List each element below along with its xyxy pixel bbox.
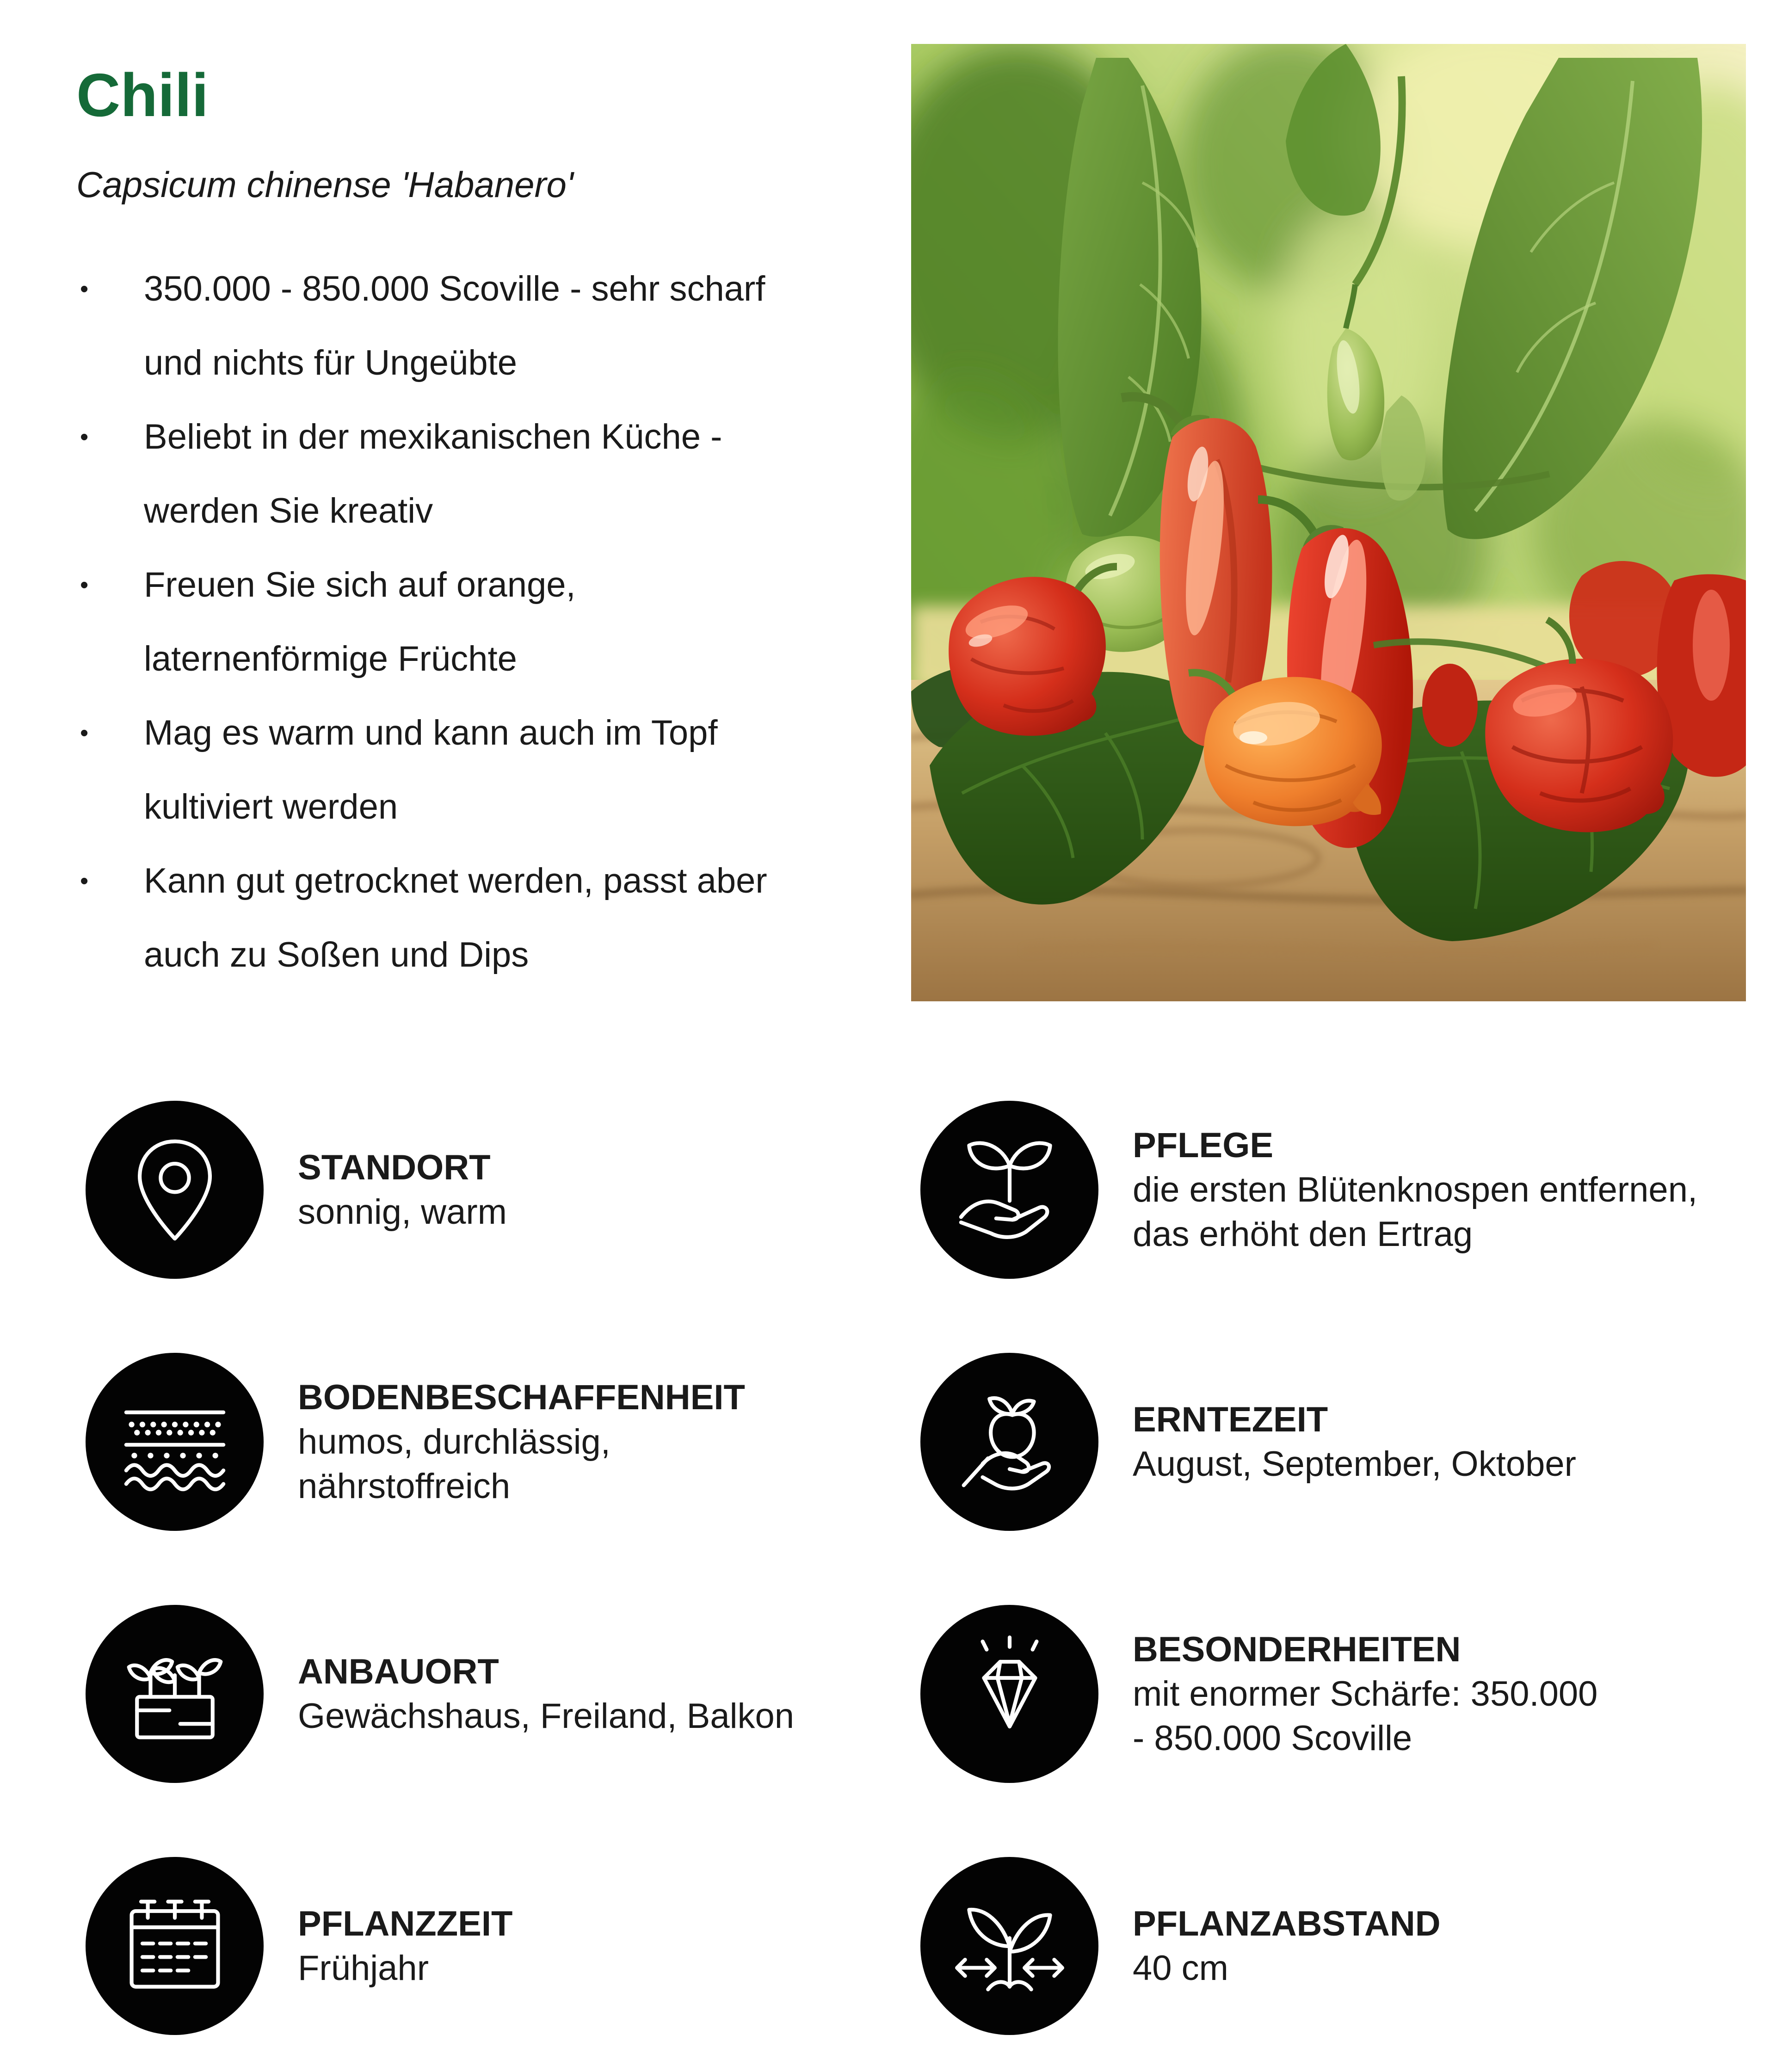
info-title: PFLANZABSTAND — [1133, 1904, 1441, 1943]
location-pin-icon — [107, 1122, 242, 1258]
bullet-item: • 350.000 - 850.000 Scoville - sehr scharf und nichts für Ungeübte — [76, 252, 890, 400]
info-title: PFLANZZEIT — [298, 1904, 513, 1943]
bullet-dot-icon: • — [80, 572, 89, 598]
info-value: 40 cm — [1133, 1948, 1228, 1988]
fruit-in-hand-icon — [942, 1375, 1077, 1510]
icon-circle — [920, 1857, 1098, 2035]
info-value: das erhöht den Ertrag — [1133, 1214, 1473, 1254]
bullet-dot-icon: • — [80, 424, 89, 450]
icon-circle — [86, 1857, 264, 2035]
icon-circle — [86, 1605, 264, 1783]
diamond-icon — [942, 1627, 1077, 1762]
feature-bullet-list — [76, 252, 890, 992]
info-title: STANDORT — [298, 1147, 491, 1187]
info-title: ERNTEZEIT — [1133, 1400, 1328, 1439]
info-item-erntezeit — [920, 1316, 1776, 1568]
info-value: humos, durchlässig, — [298, 1422, 610, 1462]
bullet-item: • Mag es warm und kann auch im Topf kultiviert werden — [76, 696, 890, 844]
bullet-item: • Kann gut getrocknet werden, passt aber auch zu Soßen und Dips — [76, 844, 890, 992]
info-value: Frühjahr — [298, 1948, 429, 1988]
info-value: mit enormer Schärfe: 350.000 — [1133, 1674, 1598, 1714]
info-value: die ersten Blütenknospen entfernen, — [1133, 1170, 1698, 1209]
planter-box-icon — [107, 1627, 242, 1762]
icon-circle — [920, 1101, 1098, 1279]
bullet-dot-icon: • — [80, 276, 89, 302]
icon-circle — [920, 1353, 1098, 1531]
info-value: - 850.000 Scoville — [1133, 1718, 1412, 1758]
info-value: August, September, Oktober — [1133, 1444, 1576, 1484]
plant-in-hand-icon — [942, 1122, 1077, 1258]
plant-spacing-icon — [942, 1879, 1077, 2014]
info-item-pflanzzeit — [86, 1820, 920, 2072]
info-title: ANBAUORT — [298, 1652, 499, 1691]
info-item-standort — [86, 1064, 920, 1316]
habanero-photo — [911, 44, 1746, 1001]
bullet-dot-icon: • — [80, 868, 89, 894]
info-title: BODENBESCHAFFENHEIT — [298, 1377, 745, 1417]
icon-circle — [920, 1605, 1098, 1783]
bullet-dot-icon: • — [80, 720, 89, 746]
info-value: nährstoffreich — [298, 1466, 511, 1506]
info-title: PFLEGE — [1133, 1125, 1274, 1165]
botanical-name: Capsicum chinense 'Habanero' — [76, 164, 574, 205]
info-value: sonnig, warm — [298, 1192, 507, 1232]
info-item-pflanzabstand — [920, 1820, 1776, 2072]
info-item-anbauort — [86, 1568, 920, 1820]
info-item-boden — [86, 1316, 920, 1568]
plant-info-grid — [86, 1064, 1776, 2072]
soil-layers-icon — [107, 1375, 242, 1510]
info-title: BESONDERHEITEN — [1133, 1629, 1461, 1669]
bullet-item: • Beliebt in der mexikanischen Küche - werden Sie kreativ — [76, 400, 890, 548]
page-title: Chili — [76, 61, 209, 129]
icon-circle — [86, 1101, 264, 1279]
calendar-icon — [107, 1879, 242, 2014]
info-item-besonderheiten — [920, 1568, 1776, 1820]
bullet-item: • Freuen Sie sich auf orange, laternenförmige Früchte — [76, 548, 890, 696]
icon-circle — [86, 1353, 264, 1531]
info-item-pflege — [920, 1064, 1776, 1316]
info-value: Gewächshaus, Freiland, Balkon — [298, 1696, 795, 1736]
